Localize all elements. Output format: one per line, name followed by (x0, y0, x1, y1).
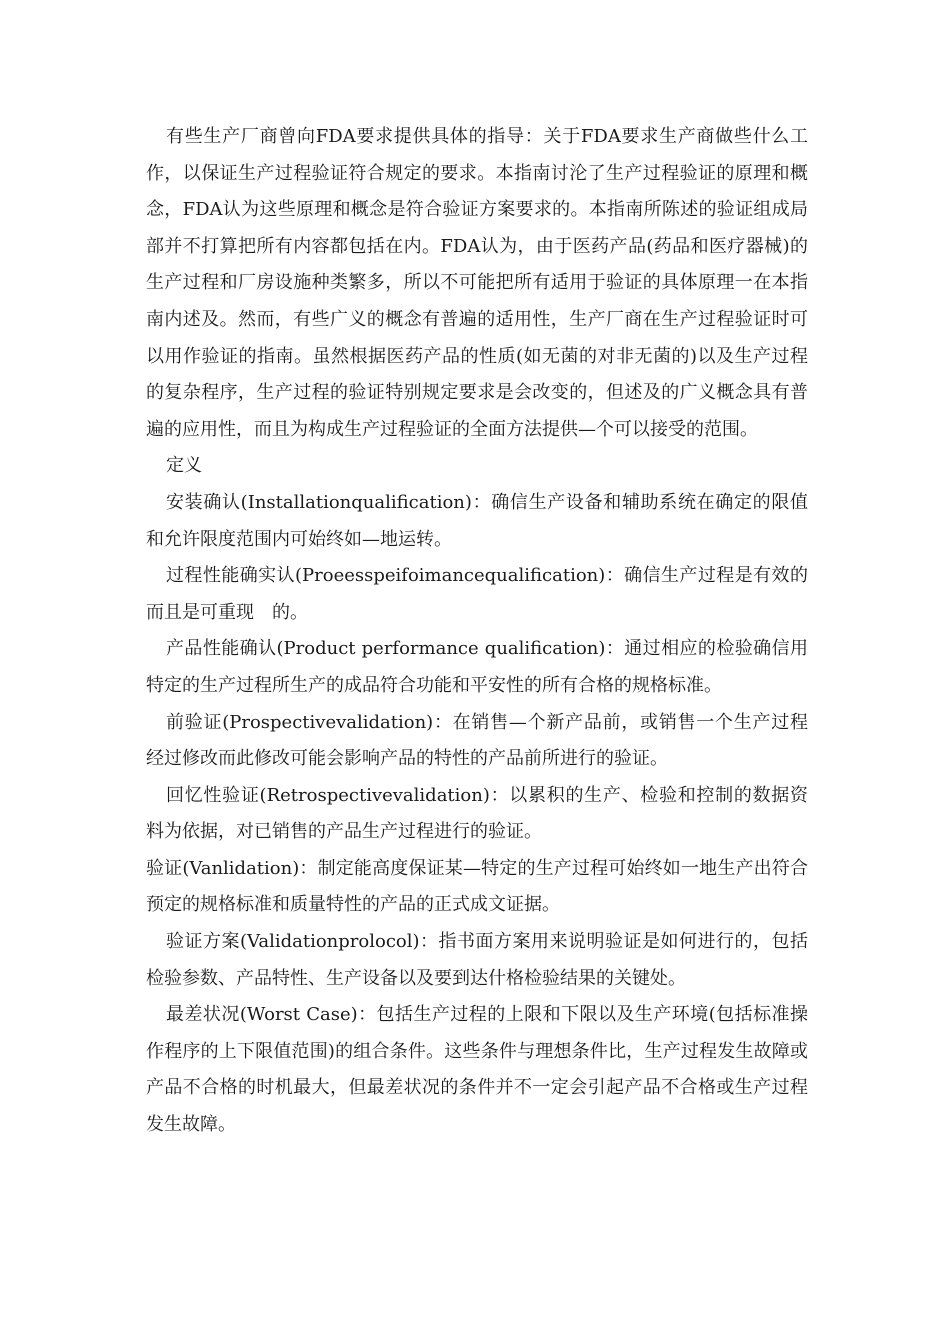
definition-validation: 验证(Vanlidation)：制定能高度保证某—特定的生产过程可始终如一地生产出符合预定的规格标准和质量特性的产品的正式成文证据。 (146, 857, 808, 916)
definition-product-performance-qualification: 产品性能确认(Product performance qualification)：通过相应的检验确信用特定的生产过程所生产的成品符合功能和平安性的所有合格的规格标准。 (146, 638, 808, 696)
definition-installation-qualification: 安装确认(Installationqualification)：确信生产设备和辅助系统在确定的限值和允许限度范围内可始终如—地运转。 (146, 491, 808, 550)
definition-worst-case: 最差状况(Worst Case)：包括生产过程的上限和下限以及生产环境(包括标准操作程序的上下限值范围)的组合条件。这些条件与理想条件比，生产过程发生故障或产品不合格的时机最大，但最差状况的条件并不一定会引起产品不合格或生产过程发生故障。 (146, 1004, 808, 1136)
definition-validation-protocol: 验证方案(Validationprolocol)：指书面方案用来说明验证是如何进行的，包括检验参数、产品特性、生产设备以及要到达什格检验结果的关键处。 (146, 931, 808, 989)
intro-paragraph: 有些生产厂商曾向FDA要求提供具体的指导：关于FDA要求生产商做些什么工作，以保证生产过程验证符合规定的要求。本指南讨沦了生产过程验证的原理和概念，FDA认为这些原理和概念是符合验证方案要求的。本指南所陈述的验证组成局部并不打算把所有内容都包括在内。FDA认为，由于医药产品(药品和医疗器械)的生产过程和厂房设施种类繁多，所以不可能把所有适用于验证的具体原理一在本指南内述及。然而，有些广义的概念有普遍的适用性，生产厂商在生产过程验证时可以用作验证的指南。虽然根据医药产品的性质(如无菌的对非无菌的)以及生产过程的复杂程序，生产过程的验证特别规定要求是会改变的，但述及的广义概念具有普遍的应用性，而且为构成生产过程验证的全面方法提供—个可以接受的范围。 (146, 126, 808, 440)
document-page (146, 119, 808, 1144)
definition-prospective-validation: 前验证(Prospectivevalidation)：在销售—个新产品前，或销售一个生产过程经过修改而此修改可能会影响产品的特性的产品前所进行的验证。 (146, 711, 808, 770)
definition-process-performance-qualification: 过程性能确实认(Proeesspeifoimancequalification)：确信生产过程是有效的而且是可重现 的。 (146, 565, 808, 623)
definition-retrospective-validation: 回忆性验证(Retrospectivevalidation)：以累积的生产、检验和控制的数据资料为依据，对已销售的产品生产过程进行的验证。 (146, 784, 808, 843)
definitions-heading: 定义 (166, 455, 202, 477)
